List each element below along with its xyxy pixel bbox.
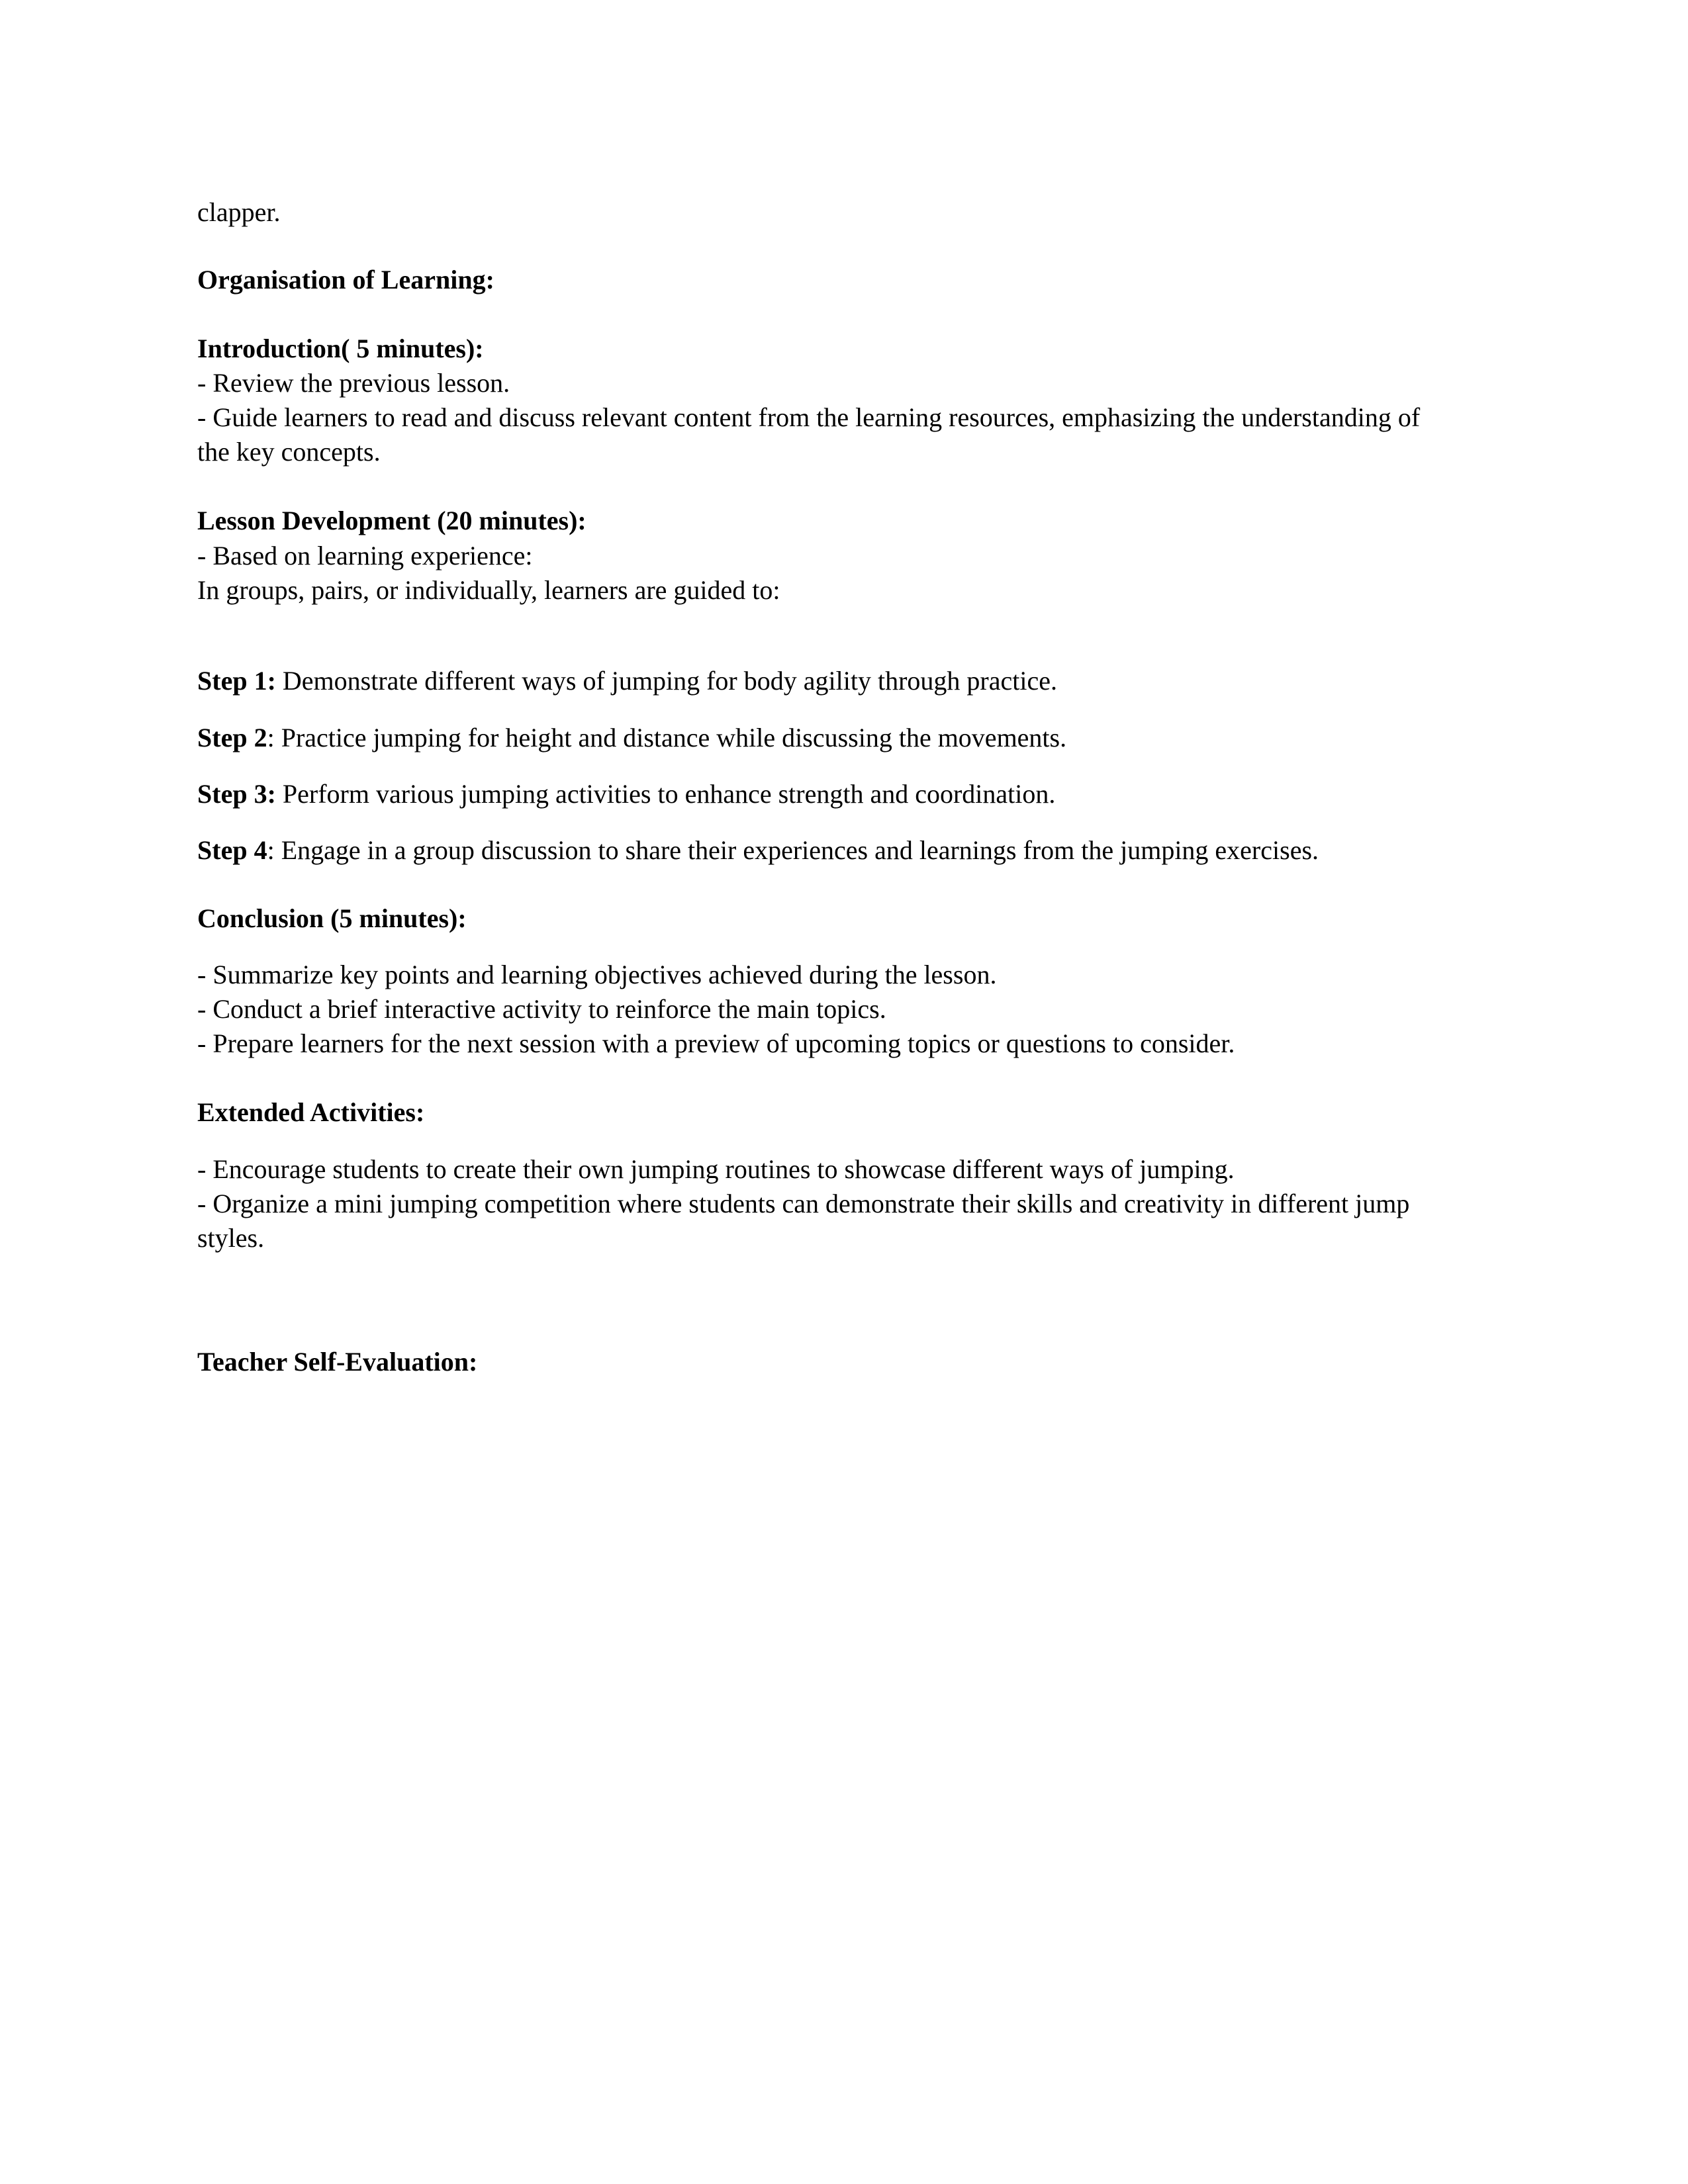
introduction-line: the key concepts.: [197, 437, 381, 467]
step-item: [197, 833, 1319, 868]
conclusion-line: - Prepare learners for the next session with a preview of upcoming topics or questions to consider.: [197, 1028, 1235, 1058]
extended-activities-line: - Organize a mini jumping competition where students can demonstrate their skills and creativity in different jump: [197, 1189, 1410, 1218]
extended-activities-heading: Extended Activities:: [197, 1097, 425, 1127]
step-label: Step 3:: [197, 779, 276, 809]
step-text: Practice jumping for height and distance while discussing the movements.: [274, 723, 1067, 752]
lesson-development-line: In groups, pairs, or individually, learners are guided to:: [197, 575, 780, 605]
organisation-heading: Organisation of Learning:: [197, 265, 494, 295]
step-item: [197, 664, 1057, 698]
step-label-suffix: :: [267, 835, 275, 865]
step-text: Perform various jumping activities to enhance strength and coordination.: [275, 779, 1056, 809]
step-item: [197, 721, 1066, 755]
step-label: Step 4: [197, 835, 267, 865]
step-label-suffix: :: [267, 723, 275, 752]
introduction-line: - Review the previous lesson.: [197, 368, 510, 398]
introduction-heading: Introduction( 5 minutes):: [197, 334, 484, 363]
extended-activities-line: - Encourage students to create their own jumping routines to showcase different ways of jumping.: [197, 1154, 1235, 1184]
conclusion-line: - Conduct a brief interactive activity to reinforce the main topics.: [197, 994, 886, 1024]
step-item: [197, 777, 1055, 811]
conclusion-heading: Conclusion (5 minutes):: [197, 903, 467, 933]
conclusion-line: - Summarize key points and learning objectives achieved during the lesson.: [197, 960, 997, 989]
teacher-self-evaluation-heading: Teacher Self-Evaluation:: [197, 1347, 478, 1377]
step-text: Engage in a group discussion to share their experiences and learnings from the jumping exercises.: [274, 835, 1319, 865]
continuation-text: clapper.: [197, 197, 281, 227]
lesson-development-line: - Based on learning experience:: [197, 541, 533, 570]
introduction-line: - Guide learners to read and discuss relevant content from the learning resources, emphasizing the understanding of: [197, 402, 1421, 432]
step-text: Demonstrate different ways of jumping for body agility through practice.: [275, 666, 1057, 696]
step-label: Step 1:: [197, 666, 276, 696]
step-label: Step 2: [197, 723, 267, 752]
extended-activities-line: styles.: [197, 1223, 265, 1253]
lesson-development-heading: Lesson Development (20 minutes):: [197, 506, 586, 535]
